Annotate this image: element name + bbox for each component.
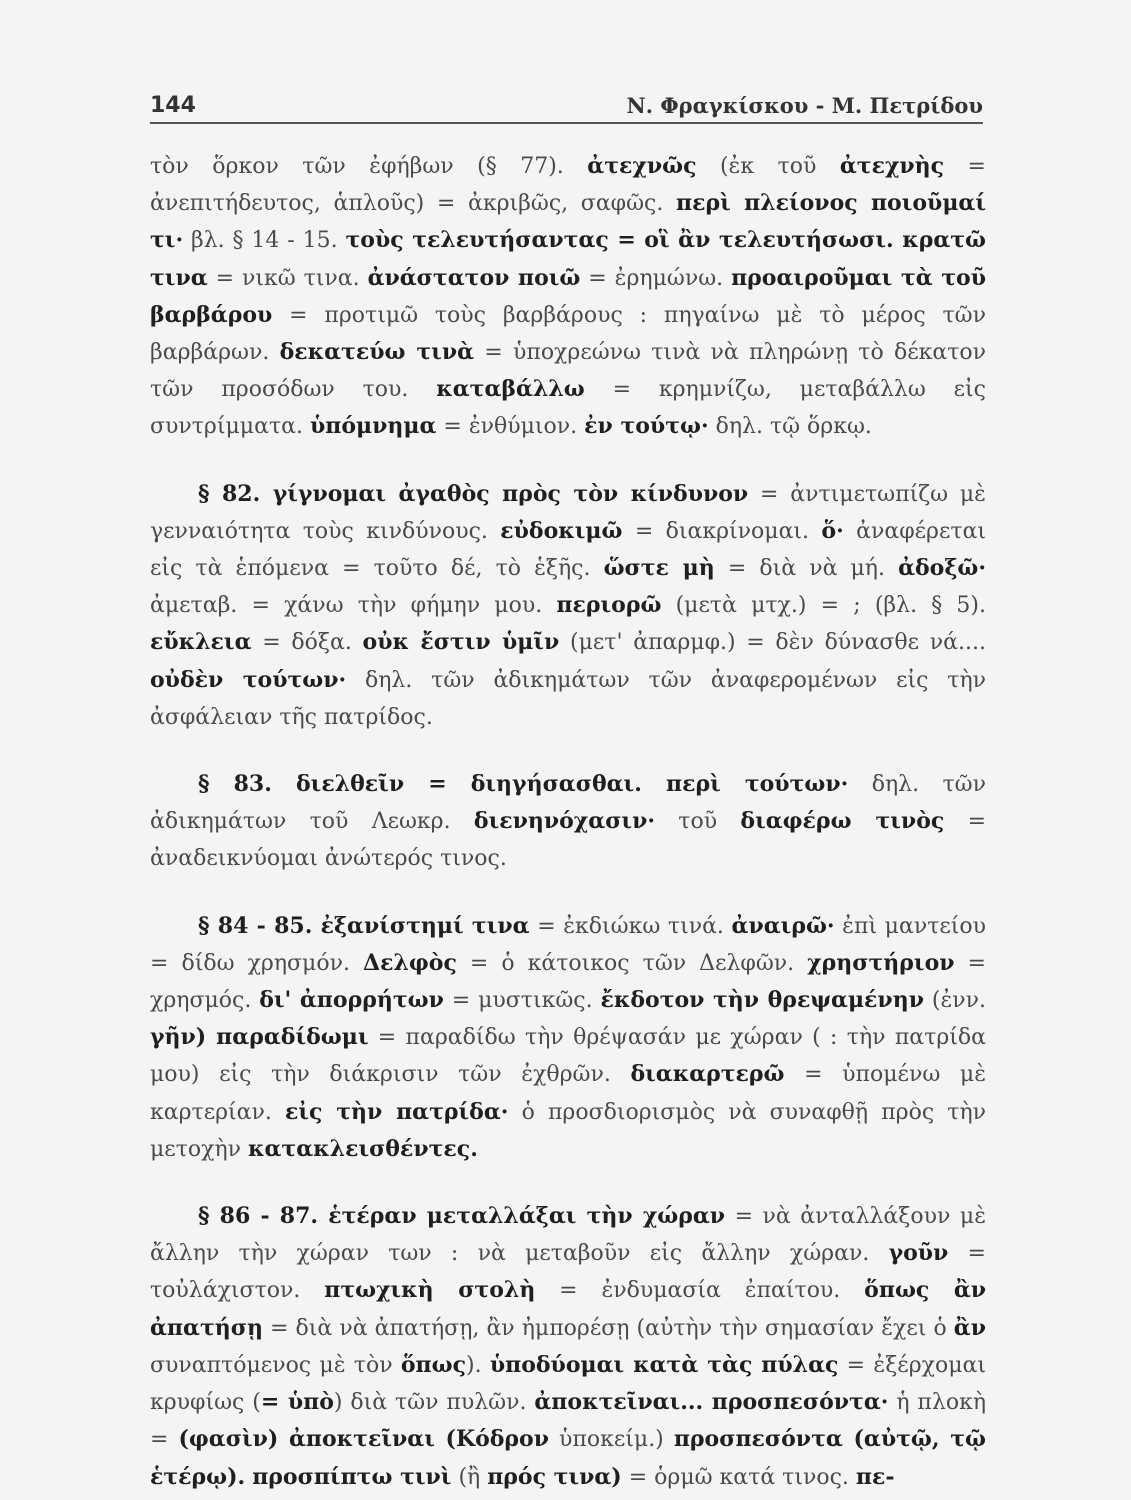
gloss-text: ἀναφέρεται εἰς τὰ ἑπόμενα = τοῦτο δέ, τὸ ἑξῆς. <box>150 518 987 582</box>
gloss-text: συναπτόμενος μὲ τὸν <box>150 1352 401 1378</box>
lemma-term: § 82. γίγνομαι ἀγαθὸς πρὸς τὸν κίνδυνον <box>198 480 749 507</box>
gloss-text: = ἀνεπιτήδευτος, ἁπλοῦς) = ἀκριβῶς, σαφῶς. <box>150 154 986 217</box>
gloss-text: δηλ. τῶν ἀδικημάτων τῶν ἀναφερομένων εἰς τὴν ἀσφάλειαν τῆς πατρίδος. <box>150 667 986 730</box>
gloss-text: = ἐξέρχομαι κρυφίως ( <box>150 1352 986 1416</box>
lemma-term: περιορῶ <box>556 592 662 619</box>
gloss-text: = διακρίνομαι. <box>622 518 822 544</box>
lemma-term: ὅπως <box>400 1351 466 1378</box>
lemma-term: χρηστήριον <box>807 949 955 976</box>
gloss-text: = μυστικῶς. <box>443 988 601 1014</box>
lemma-term: δεκατεύω τινὰ <box>279 339 475 366</box>
paragraph <box>150 148 986 446</box>
gloss-text: ὁ προσδιορισμὸς νὰ συναφθῇ πρὸς τὴν μετοχὴν <box>150 1099 986 1162</box>
lemma-term: ἂν <box>953 1314 986 1341</box>
gloss-text: = ἀναδεικνύομαι ἀνώτερός τινος. <box>150 809 987 872</box>
gloss-text: = κρημνίζω, μεταβάλλω εἰς συντρίμματα. <box>150 377 986 440</box>
lemma-term: ἀνάστατον ποιῶ <box>367 264 581 291</box>
lemma-term: περὶ πλείονος ποιοῦμαί τι· <box>150 190 986 254</box>
gloss-text: ἐπὶ μαντείου = δίδω χρησμόν. <box>150 913 987 976</box>
lemma-term: διαφέρω τινὸς <box>740 808 945 835</box>
gloss-text: = τοὐλάχιστον. <box>150 1241 986 1304</box>
lemma-term: § 86 - 87. ἑτέραν μεταλλάξαι τὴν χώραν <box>198 1203 726 1230</box>
lemma-term: ὅ· <box>821 517 844 544</box>
gloss-text: = ἐνδυμασία ἐπαίτου. <box>535 1278 865 1304</box>
lemma-term: πε- <box>855 1463 895 1490</box>
paragraph <box>150 908 986 1168</box>
lemma-term: ἐν τούτῳ· <box>584 413 709 440</box>
gloss-text: = ὁ κάτοικος τῶν Δελφῶν. <box>456 950 808 976</box>
lemma-term: προσπεσόντα (αὐτῷ, τῷ ἑτέρῳ). <box>150 1426 986 1490</box>
gloss-text: = ἀντιμετωπίζω μὲ γενναιότητα τοὺς κινδύνους. <box>150 481 986 544</box>
lemma-term: ἀποκτεῖναι... προσπεσόντα· <box>534 1389 889 1416</box>
gloss-text: δηλ. τῶν ἀδικημάτων τοῦ Λεωκρ. <box>150 772 986 835</box>
paragraph <box>150 766 986 878</box>
gloss-text: = προτιμῶ τοὺς βαρβάρους : πηγαίνω μὲ τὸ μέρος τῶν βαρβάρων. <box>150 302 986 366</box>
lemma-term: διενηνόχασιν· <box>473 808 655 835</box>
page-number: 144 <box>150 93 196 118</box>
gloss-text: = χρησμός. <box>150 950 986 1014</box>
gloss-text: τὸν ὅρκον τῶν ἐφήβων (§ 77). <box>150 154 588 179</box>
page-body <box>150 148 986 1496</box>
lemma-term: πρός τινα) <box>487 1463 622 1490</box>
gloss-text: (μετ' ἀπαρμφ.) = δὲν δύνασθε νά.... <box>559 630 986 656</box>
lemma-term: γοῦν <box>888 1240 949 1267</box>
lemma-term: ἀδοξῶ· <box>898 555 986 582</box>
lemma-term: εὐδοκιμῶ <box>500 517 623 544</box>
gloss-text: = ἐκδιώκω τινά. <box>529 913 732 939</box>
paragraph <box>150 476 986 736</box>
gloss-text: (μετὰ μτχ.) = ; (βλ. § 5). <box>661 593 987 619</box>
lemma-term: ἀτεχνῶς <box>587 153 697 179</box>
gloss-text: = ὑπομένω μὲ καρτερίαν. <box>150 1062 986 1125</box>
lemma-term: = ὑπὸ <box>260 1389 334 1416</box>
gloss-text: = ὁρμῶ κατά τινος. <box>621 1464 856 1490</box>
gloss-text: = διὰ νὰ ἀπατήσῃ, ἂν ἠμπορέσῃ (αὐτὴν τὴν σημασίαν ἔχει ὁ <box>262 1315 954 1341</box>
lemma-term: προαιροῦμαι τὰ τοῦ βαρβάρου <box>150 264 986 328</box>
lemma-term: ὥστε μὴ <box>603 555 715 582</box>
lemma-term: καταβάλλω <box>436 376 585 403</box>
gloss-text: = ἐνθύμιον. <box>436 414 585 440</box>
gloss-text: = παραδίδω τὴν θρέψασάν με χώραν ( : τὴν πατρίδα μου) εἰς τὴν διάκρισιν τῶν ἐχθρῶν. <box>150 1025 986 1088</box>
lemma-term: § 84 - 85. ἐξανίστημί τινα <box>198 912 530 939</box>
lemma-term: οὐδὲν τούτων· <box>150 666 347 693</box>
gloss-text: βλ. § 14 - 15. <box>183 228 346 254</box>
gloss-text: ἡ πλοκὴ = <box>150 1390 986 1453</box>
gloss-text: ὑποκείμ.) <box>549 1427 674 1453</box>
lemma-term: διακαρτερῶ <box>630 1061 785 1088</box>
lemma-term: ἀναιρῶ· <box>731 912 835 939</box>
lemma-term: οὐκ ἔστιν ὑμῖν <box>362 629 560 656</box>
gloss-text: ἀμεταβ. = χάνω τὴν φήμην μου. <box>150 593 557 619</box>
gloss-text: = δόξα. <box>251 630 363 656</box>
gloss-text: τοῦ <box>655 809 741 835</box>
lemma-term: Δελφὸς <box>363 949 457 976</box>
lemma-term: τοὺς τελευτήσαντας = οἳ ἂν τελευτήσωσι. κρατῶ τινα <box>150 227 987 291</box>
gloss-text: = ὑποχρεώνω τινὰ νὰ πληρώνῃ τὸ δέκατον τῶν προσόδων του. <box>150 340 986 403</box>
gloss-text: = ἐρημώνω. <box>580 265 732 291</box>
paragraph <box>150 1198 986 1496</box>
lemma-term: κατακλεισθέντες. <box>248 1135 478 1162</box>
lemma-term: πτωχικὴ στολὴ <box>324 1277 536 1304</box>
lemma-term: ὑποδύομαι κατὰ τὰς πύλας <box>489 1351 839 1378</box>
gloss-text: (ἐνν. <box>923 988 987 1014</box>
lemma-term: ἀτεχνὴς <box>839 153 945 179</box>
lemma-term: γῆν) παραδίδωμι <box>150 1024 369 1051</box>
gloss-text: (ἢ <box>451 1464 488 1490</box>
lemma-term: ὅπως ἂν ἀπατήσῃ <box>150 1277 987 1341</box>
gloss-text: = νὰ ἀνταλλάξουν μὲ ἄλλην τὴν χώραν των : νὰ μεταβοῦν εἰς ἄλλην χώραν. <box>150 1204 986 1267</box>
lemma-term: εἰς τὴν πατρίδα· <box>285 1098 509 1125</box>
lemma-term: ἔκδοτον τὴν θρεψαμένην <box>600 987 924 1014</box>
gloss-text: ). <box>465 1352 490 1378</box>
gloss-text: ) διὰ τῶν πυλῶν. <box>333 1390 535 1416</box>
page-header <box>150 88 983 124</box>
lemma-term: δι' ἀπορρήτων <box>259 987 444 1014</box>
lemma-term: § 83. διελθεῖν = διηγήσασθαι. περὶ τούτων· <box>198 771 849 798</box>
lemma-term: ὑπόμνημα <box>309 413 437 440</box>
lemma-term: προσπίπτω τινὶ <box>252 1463 452 1490</box>
running-head: Ν. Φραγκίσκου - Μ. Πετρίδου <box>626 93 983 118</box>
gloss-text: δηλ. τῷ ὅρκῳ. <box>708 414 872 440</box>
lemma-term: εὔκλεια <box>150 629 252 656</box>
gloss-text: = διὰ νὰ μή. <box>714 556 899 582</box>
gloss-text: = νικῶ τινα. <box>207 265 368 291</box>
gloss-text: (ἐκ τοῦ <box>696 154 840 179</box>
lemma-term: (φασὶν) ἀποκτεῖναι (Κόδρον <box>178 1426 549 1453</box>
